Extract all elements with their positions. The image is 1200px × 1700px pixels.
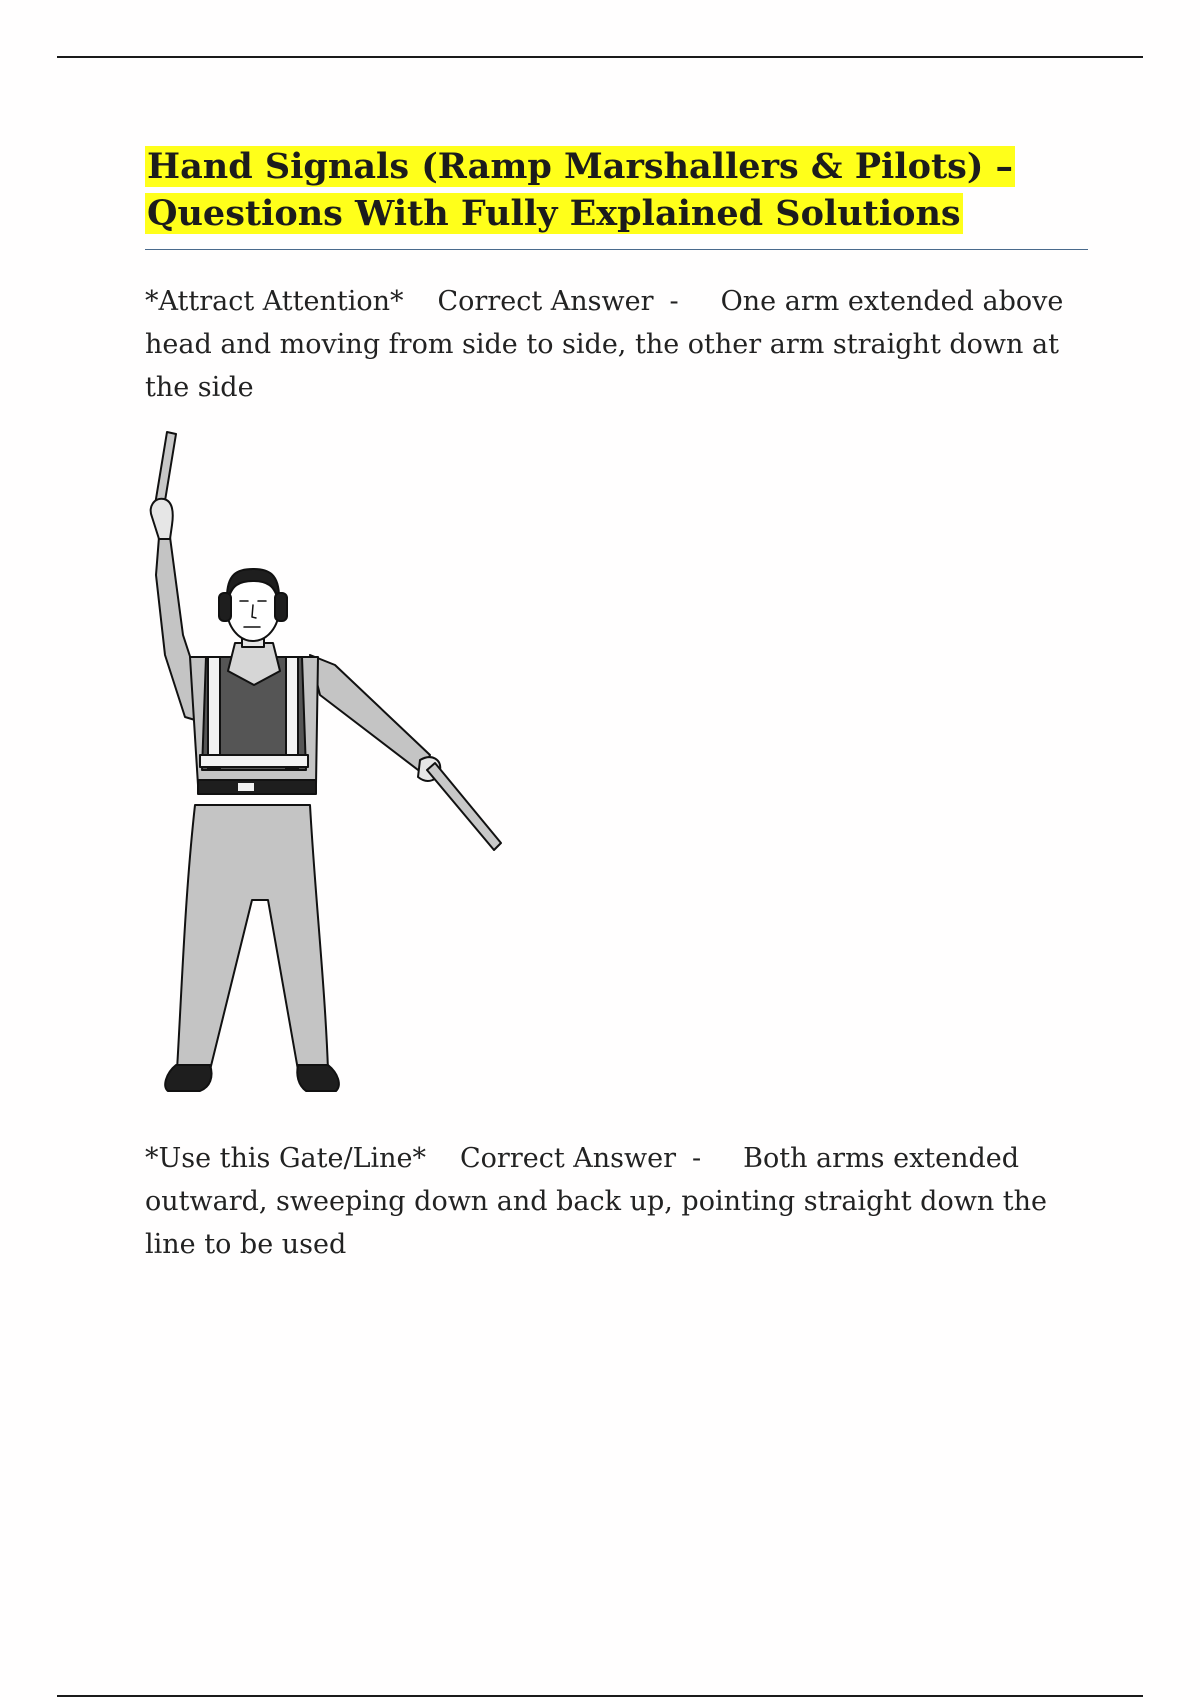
title-line-1: Hand Signals (Ramp Marshallers & Pilots) – (147, 146, 1014, 187)
torso (190, 643, 318, 785)
belt (198, 780, 316, 794)
question-block-2 (145, 1137, 1080, 1266)
question-block-1 (145, 280, 1080, 409)
question-text: *Attract Attention* (145, 286, 404, 317)
title-line-2: Questions With Fully Explained Solutions (147, 193, 961, 234)
question-text: *Use this Gate/Line* (145, 1143, 427, 1174)
lowered-wand (427, 763, 501, 850)
legs (165, 805, 339, 1091)
answer-separator: - (669, 286, 679, 317)
lowered-arm (310, 655, 440, 781)
answer-label: Correct Answer (437, 286, 654, 317)
head (219, 569, 287, 647)
footer-rule (57, 1695, 1143, 1697)
marshaller-illustration (140, 425, 510, 1115)
title-underline (145, 249, 1088, 250)
answer-separator: - (692, 1143, 702, 1174)
answer-label: Correct Answer (460, 1143, 677, 1174)
document-title (145, 143, 1085, 237)
header-rule (57, 56, 1143, 58)
answer-text: Both arms extended outward, sweeping down and back up, pointing straight down the line to be used (145, 1143, 1048, 1260)
answer-text: One arm extended above head and moving from side to side, the other arm straight down at the side (145, 286, 1064, 403)
